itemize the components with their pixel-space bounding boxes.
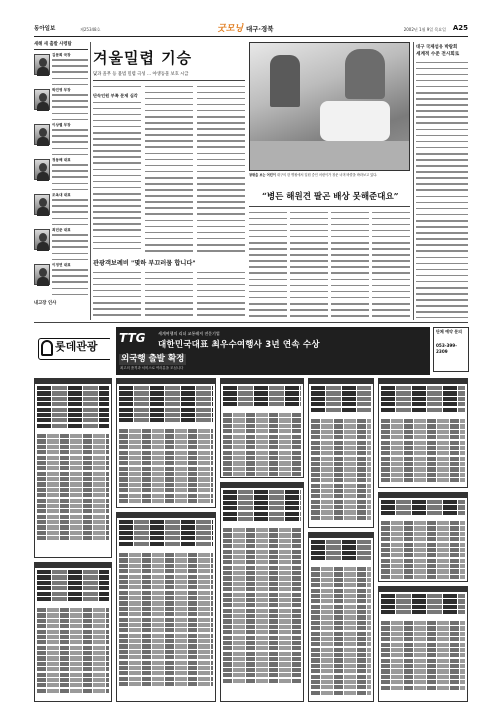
photo-caption <box>249 173 410 177</box>
ttg-award: 대한민국대표 최우수여행사 3년 연속 수상 <box>158 340 320 350</box>
middle-story-text <box>290 210 328 318</box>
main-story-text <box>145 84 193 252</box>
person-name: 박진영 부장 <box>52 87 71 92</box>
person-bio <box>52 58 88 85</box>
story2-text <box>93 270 141 318</box>
person-bio <box>52 128 88 155</box>
person-name: 김문희 국장 <box>52 52 71 57</box>
middle-story-text <box>249 210 287 318</box>
person-photo <box>34 229 50 250</box>
person-photo <box>34 159 50 180</box>
travel-ad-block <box>308 532 374 702</box>
lotte-logo-icon <box>41 340 53 356</box>
lotte-brand: 롯데관광 <box>55 340 98 353</box>
person-bio <box>52 163 88 190</box>
person-bio <box>52 233 88 260</box>
ads-divider <box>34 322 468 323</box>
column-divider <box>90 42 91 320</box>
person-bio <box>52 198 88 225</box>
section-name: 대구·경북 <box>246 25 274 33</box>
middle-story-text <box>331 210 369 318</box>
travel-ad-block <box>378 378 468 488</box>
story2-headline: 관광객보례비 "몇하 부끄러뭄 합니다" <box>93 260 196 267</box>
news-photo <box>249 42 410 171</box>
page-header <box>34 24 468 37</box>
issue-number: 제25348호 <box>80 27 101 32</box>
caption-heading: 창밖을 보는 어린이 <box>249 173 276 177</box>
travel-ad-block <box>378 492 468 582</box>
page-number: A25 <box>452 24 468 32</box>
headline-rule <box>93 80 245 81</box>
right-column-text <box>416 60 468 318</box>
person-entry <box>34 228 88 262</box>
story2-text <box>145 270 193 318</box>
person-entry <box>34 193 88 227</box>
travel-ad-block <box>116 378 216 508</box>
person-name: 이상렬 부장 <box>52 122 71 127</box>
travel-ad-block <box>34 562 112 702</box>
person-name: 이정연 대표 <box>52 262 71 267</box>
middle-story-text <box>372 210 410 318</box>
person-name: 최민준 대표 <box>52 227 71 232</box>
travel-ad-block <box>308 378 374 528</box>
travel-ad-block <box>220 482 304 702</box>
travel-ad-block <box>220 378 304 478</box>
travel-ad-block <box>116 512 216 702</box>
group-booking-ad <box>433 327 469 372</box>
main-subheadline: 덫과 올무 등 불법 밀렵 극성 … 야생동물 보호 시급 <box>93 72 189 77</box>
travel-ad-block <box>34 378 112 558</box>
caption-text: 대구의 한 병원에서 입원 중인 어린이가 창문 너머 바깥을 바라보고 있다. <box>276 173 378 177</box>
person-entry <box>34 123 88 157</box>
lotte-tour-ad <box>34 327 110 375</box>
issue-date: 2002년 1월 9일 목요일 <box>403 27 446 32</box>
group-booking-phone: 053-399-2309 <box>436 343 457 354</box>
story2-text <box>197 270 245 318</box>
local-notice-title: 내고장 인사 <box>34 300 57 306</box>
person-photo <box>34 54 50 75</box>
main-story-text <box>93 100 141 252</box>
right-column-headline: 세계적 수준 전시회로 <box>416 52 460 57</box>
person-name: 조옥대 대표 <box>52 192 71 197</box>
person-entry <box>34 53 88 87</box>
person-bio <box>52 93 88 120</box>
person-photo <box>34 194 50 215</box>
main-story-text <box>93 84 141 92</box>
main-story-subhead: 단속인원 부족 문제 심각 <box>93 93 138 98</box>
person-entry <box>34 158 88 192</box>
section-logo: 굿모닝 <box>217 24 244 34</box>
appointments-column <box>34 42 88 320</box>
middle-headline: “병든 해원견 팔곤 배상 못해준대요” <box>262 192 399 202</box>
travel-ad-block <box>378 586 468 702</box>
person-photo <box>34 124 50 145</box>
ttg-logo: TTG <box>119 331 146 345</box>
middle-rule <box>249 206 410 207</box>
person-name: 정동해 대표 <box>52 157 71 162</box>
appointments-title: 새해 새 출발 사령탑 <box>34 42 88 50</box>
column-divider <box>413 42 414 320</box>
person-entry <box>34 263 88 297</box>
publication-name: 동아일보 <box>34 26 56 32</box>
person-photo <box>34 264 50 285</box>
ttg-banner-ad <box>116 327 430 375</box>
ttg-departure: 외국행 출발 확정 <box>121 354 185 364</box>
main-headline: 겨울밀렵 기승 <box>93 49 193 67</box>
group-booking-title: 단체 예약 문의 <box>436 329 462 334</box>
main-story-text <box>197 84 245 252</box>
person-photo <box>34 89 50 110</box>
right-column-kicker: 대구 국제섬유 박람회 <box>416 45 458 50</box>
person-entry <box>34 88 88 122</box>
person-bio <box>52 268 88 295</box>
ttg-subline: 최고의 품격과 서비스로 여러분을 모십니다 <box>120 366 184 370</box>
ttg-tagline: 세계여행의 리더 교통레져 전문기업 <box>158 331 220 336</box>
